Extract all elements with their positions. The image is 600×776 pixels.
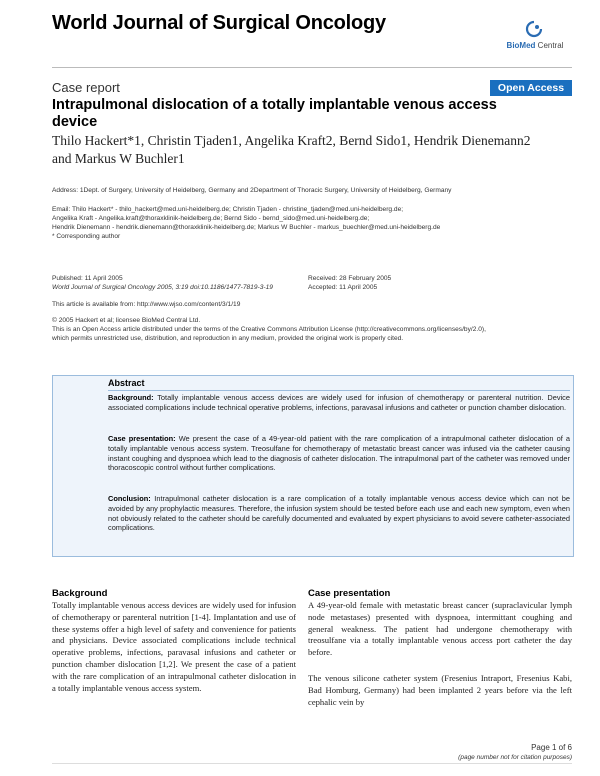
copyright-line: © 2005 Hackert et al; licensee BioMed Central Ltd. (52, 317, 201, 324)
received-date: Received: 28 February 2005 (308, 275, 392, 282)
page-note: (page number not for citation purposes) (458, 754, 572, 761)
page-number: Page 1 of 6 (531, 743, 572, 752)
logo-ring-icon (525, 20, 543, 38)
article-title: Intrapulmonal dislocation of a totally implantable venous access device (52, 97, 497, 130)
copyright-block (52, 316, 572, 343)
email-line: Email: Thilo Hackert* - thilo_hackert@med.uni-heidelberg.de; Christin Tjaden - christine_tjaden@med.uni-heidelberg.de; (52, 206, 404, 213)
background-heading: Background (52, 588, 108, 599)
email-block (52, 205, 572, 241)
abstract-case-presentation: Case presentation: We present the case of a 49-year-old patient with the rare complication of a intrapulmonal catheter dislocation of a totally implantable venous access system. Treosulfane for chemotherapy of metastatic breast cancer was infused via the catheter causing instant coughing and dyspnoea which lead to the diagnosis of catheter dislocation. The intrapulmonal part of the catheter was removed under thoracoscopic control without further complications. (108, 434, 570, 473)
header-divider (52, 67, 572, 68)
footer-divider (52, 763, 572, 764)
published-date: Published: 11 April 2005 (52, 275, 123, 282)
biomed-central-logo (500, 20, 570, 56)
email-line: Hendrik Dienemann - hendrik.dienemann@thoraxklinik-heidelberg.de; Markus W Buchler - markus_buechler@med.uni-heidelberg.de (52, 224, 441, 231)
abstract-divider (108, 390, 570, 391)
accepted-date: Accepted: 11 April 2005 (308, 284, 378, 291)
case-presentation-text: A 49-year-old female with metastatic breast cancer (supraclavicular lymph node metastases) presented with dyspnoea, intermittant coughing and general weakness. The patient had undergone chemotherapy with treosulfane via a totally implantable venous access port catheter the day before. (308, 600, 572, 658)
logo-text: BioMed Central (506, 41, 564, 50)
abstract-heading: Abstract (108, 378, 145, 388)
license-line: which permits unrestricted use, distribution, and reproduction in any medium, provided the original work is properly cited. (52, 335, 404, 342)
journal-title: World Journal of Surgical Oncology (52, 12, 386, 34)
address: Address: 1Dept. of Surgery, University of Heidelberg, Germany and 2Department of Thoracic Surgery, University of Heidelberg, Germany (52, 187, 452, 194)
open-access-badge: Open Access (490, 80, 572, 96)
license-line: This is an Open Access article distributed under the terms of the Creative Commons Attribution License (http://creativecommons.org/licenses/by/2.0), (52, 326, 486, 333)
background-text: Totally implantable venous access devices are widely used for infusion of chemotherapy or parenteral nutrition [1-4]. Implantation and use of these systems offer a high level of safety and convenience for patients and physicians. Device associated complications include technical operative problems, infections, paravasal infusions and catheter or punction chamber dislocation [1,2]. We present the case of a patient with the rare complication of an intrapulmonal catheter dislocation in a totally implantable venous access system. (52, 600, 297, 693)
case-presentation-text-2: The venous silicone catheter system (Fresenius Intraport, Fresenius Kabi, Bad Homburg, Germany) had been implanted 2 years before via the left cephalic vein by (308, 673, 572, 707)
publication-info (52, 274, 352, 292)
citation: World Journal of Surgical Oncology 2005, 3:19 doi:10.1186/1477-7819-3-19 (52, 284, 273, 291)
received-info (308, 274, 508, 292)
article-type: Case report (52, 80, 120, 95)
author-list: Thilo Hackert*1, Christin Tjaden1, Angelika Kraft2, Bernd Sido1, Hendrik Dienemann2 and Markus W Buchler1 (52, 133, 531, 166)
article-url[interactable]: This article is available from: http://www.wjso.com/content/3/1/19 (52, 301, 241, 308)
abstract-background: Background: Totally implantable venous access devices are widely used for infusion of chemotherapy or parenteral nutrition. Device associated complications include technical operative problems, infections, paravasal infusions and catheter or punction chamber dislocation. (108, 393, 570, 412)
email-line: Angelika Kraft - Angelika.kraft@thoraxklinik-heidelberg.de; Bernd Sido - bernd_sido@med.uni-heidelberg.de; (52, 215, 370, 222)
abstract-conclusion: Conclusion: Intrapulmonal catheter dislocation is a rare complication of a totally implantable venous access device which can not be avoided by any prophylactic measures. Therefore, the infusion system should be tested before each use and each new symptom, even when not obviously related to the catheter should be carefully documented and evaluated by expert physicians to avoid severe catheter-associated complications. (108, 494, 570, 533)
case-presentation-heading: Case presentation (308, 588, 391, 599)
corresponding-author: * Corresponding author (52, 233, 121, 240)
